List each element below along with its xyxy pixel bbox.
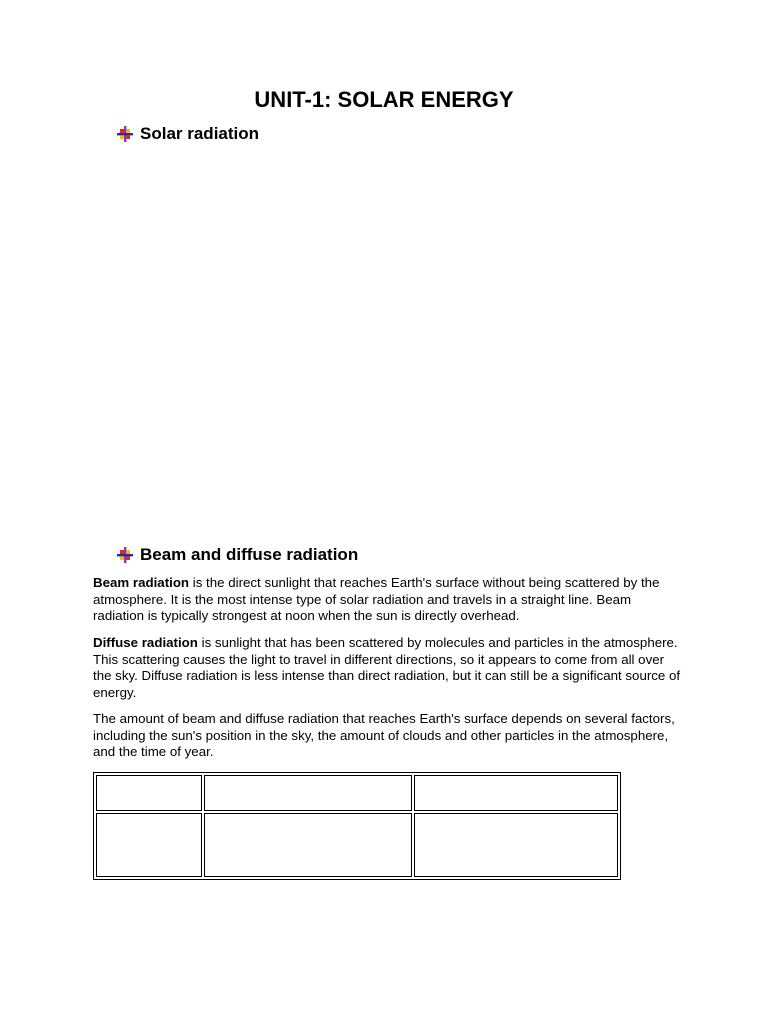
page-title: UNIT-1: SOLAR ENERGY <box>254 87 514 112</box>
section-heading-label: Solar radiation <box>140 124 260 143</box>
table-cell <box>414 813 618 877</box>
bullet-cross-icon <box>116 546 134 564</box>
paragraph-text: is the direct sunlight that reaches Earth's surface without being scattered by the atmosphere. It is the most intense type of solar radiation and travels in a straight line. Beam radiation is typically strongest at noon when the sun is directly overhead. <box>93 575 660 623</box>
paragraph-text: is sunlight that has been scattered by molecules and particles in the atmosphere. This scattering causes the light to travel in different directions, so it appears to come from all over the sky. Diffuse radiation is less intense than direct radiation, but it can still be a significant source of energy. <box>93 635 681 700</box>
paragraph-text: The amount of beam and diffuse radiation that reaches Earth's surface depends on several factors, including the sun's position in the sky, the amount of clouds and other particles in the atmosphere, and the time of year. <box>93 711 675 759</box>
table-cell <box>414 775 618 811</box>
empty-table <box>93 772 621 880</box>
table-cell <box>96 813 202 877</box>
paragraph-diffuse-radiation <box>93 635 683 701</box>
paragraph-factors <box>93 711 683 761</box>
bullet-cross-icon <box>116 125 134 143</box>
paragraph-beam-radiation <box>93 575 683 625</box>
table-cell <box>204 813 412 877</box>
table-row <box>96 813 618 877</box>
paragraph-lead: Diffuse radiation <box>93 635 198 650</box>
table-row <box>96 775 618 811</box>
table-cell <box>204 775 412 811</box>
section-heading-label: Beam and diffuse radiation <box>140 545 359 564</box>
section-heading-solar-radiation <box>116 123 259 145</box>
paragraph-lead: Beam radiation <box>93 575 190 590</box>
table-cell <box>96 775 202 811</box>
section-heading-beam-diffuse <box>116 544 358 566</box>
